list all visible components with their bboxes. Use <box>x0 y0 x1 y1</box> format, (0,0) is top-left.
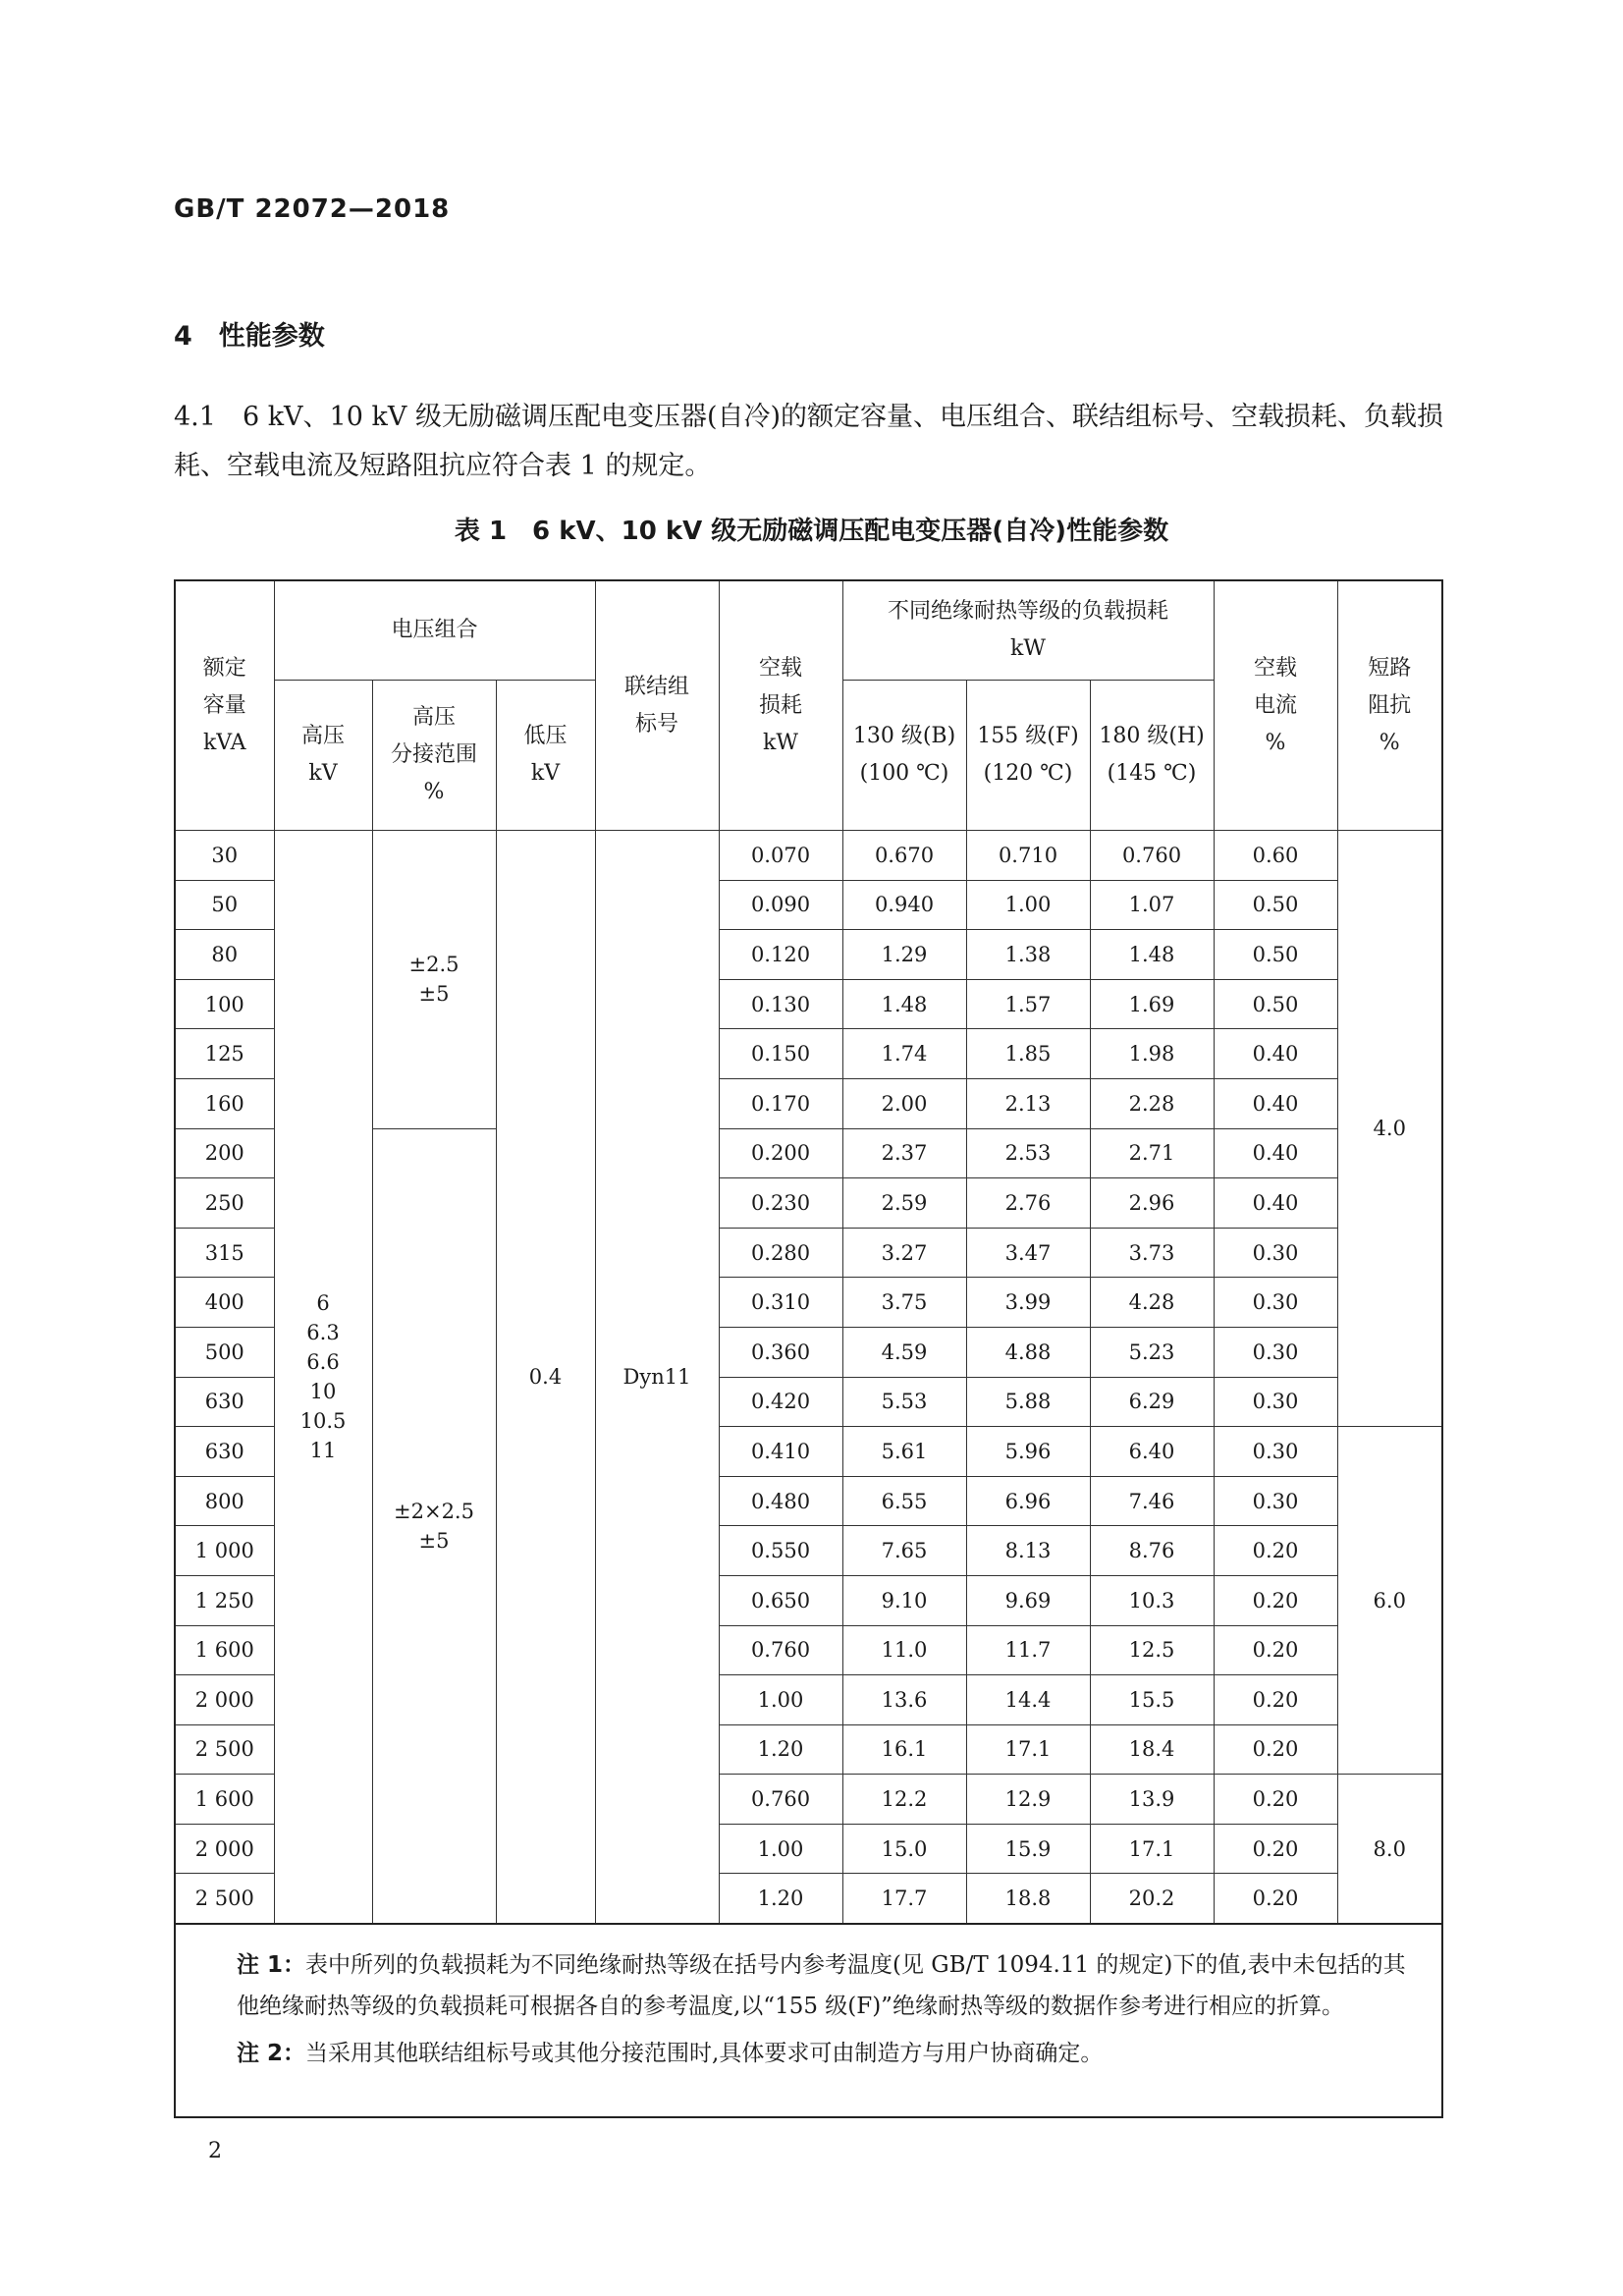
cell-load-loss-130: 0.940 <box>842 880 966 930</box>
cell-load-loss-155: 15.9 <box>966 1824 1090 1874</box>
cell-load-loss-155: 9.69 <box>966 1575 1090 1625</box>
cell-connection-value: Dyn11 <box>595 831 719 1924</box>
document-code: GB/T 22072—2018 <box>174 194 451 224</box>
cell-load-loss-155: 17.1 <box>966 1724 1090 1775</box>
cell-load-loss-155: 4.88 <box>966 1327 1090 1377</box>
cell-no-load-current: 0.20 <box>1214 1824 1337 1874</box>
header-hv-tap-range: 高压 分接范围 % <box>372 681 496 831</box>
table-row <box>176 831 1441 881</box>
cell-capacity: 100 <box>176 979 274 1029</box>
cell-no-load-current: 0.60 <box>1214 831 1337 881</box>
cell-load-loss-130: 0.670 <box>842 831 966 881</box>
cell-capacity: 1 600 <box>176 1625 274 1675</box>
cell-load-loss-180: 7.46 <box>1090 1476 1214 1526</box>
cell-no-load-current: 0.50 <box>1214 930 1337 980</box>
cell-load-loss-155: 5.96 <box>966 1427 1090 1477</box>
cell-load-loss-155: 1.38 <box>966 930 1090 980</box>
cell-capacity: 160 <box>176 1078 274 1128</box>
cell-load-loss-180: 15.5 <box>1090 1675 1214 1725</box>
cell-capacity: 1 600 <box>176 1775 274 1825</box>
cell-tap-range-1: ±2.5 ±5 <box>372 831 496 1129</box>
cell-load-loss-180: 13.9 <box>1090 1775 1214 1825</box>
cell-load-loss-180: 10.3 <box>1090 1575 1214 1625</box>
cell-no-load-current: 0.30 <box>1214 1476 1337 1526</box>
cell-capacity: 50 <box>176 880 274 930</box>
cell-no-load-loss: 0.150 <box>719 1029 842 1079</box>
cell-capacity: 800 <box>176 1476 274 1526</box>
cell-load-loss-130: 6.55 <box>842 1476 966 1526</box>
cell-no-load-current: 0.40 <box>1214 1078 1337 1128</box>
cell-load-loss-180: 6.29 <box>1090 1377 1214 1427</box>
cell-no-load-loss: 0.130 <box>719 979 842 1029</box>
cell-no-load-current: 0.20 <box>1214 1724 1337 1775</box>
cell-load-loss-130: 2.00 <box>842 1078 966 1128</box>
cell-load-loss-130: 5.61 <box>842 1427 966 1477</box>
cell-no-load-loss: 0.280 <box>719 1228 842 1278</box>
cell-load-loss-155: 2.53 <box>966 1128 1090 1178</box>
cell-load-loss-130: 3.75 <box>842 1278 966 1328</box>
cell-impedance-1: 4.0 <box>1337 831 1441 1427</box>
header-class-155: 155 级(F) (120 ℃) <box>966 681 1090 831</box>
cell-load-loss-130: 15.0 <box>842 1824 966 1874</box>
cell-no-load-current: 0.20 <box>1214 1675 1337 1725</box>
cell-no-load-current: 0.50 <box>1214 979 1337 1029</box>
cell-capacity: 30 <box>176 831 274 881</box>
cell-no-load-loss: 1.00 <box>719 1824 842 1874</box>
note-2 <box>237 2033 1422 2074</box>
cell-load-loss-130: 4.59 <box>842 1327 966 1377</box>
cell-capacity: 315 <box>176 1228 274 1278</box>
cell-no-load-current: 0.20 <box>1214 1874 1337 1924</box>
cell-load-loss-180: 17.1 <box>1090 1824 1214 1874</box>
cell-load-loss-180: 4.28 <box>1090 1278 1214 1328</box>
cell-no-load-loss: 0.120 <box>719 930 842 980</box>
cell-no-load-loss: 0.070 <box>719 831 842 881</box>
cell-lv-value: 0.4 <box>496 831 595 1924</box>
cell-no-load-loss: 0.760 <box>719 1775 842 1825</box>
cell-capacity: 1 000 <box>176 1526 274 1576</box>
cell-load-loss-180: 5.23 <box>1090 1327 1214 1377</box>
cell-no-load-loss: 0.090 <box>719 880 842 930</box>
cell-load-loss-130: 13.6 <box>842 1675 966 1725</box>
table-body <box>176 831 1441 1924</box>
clause-paragraph: 4.1 6 kV、10 kV 级无励磁调压配电变压器(自冷)的额定容量、电压组合、联结组标号、空载损耗、负载损耗、空载电流及短路阻抗应符合表 1 的规定。 <box>174 402 1444 481</box>
cell-no-load-current: 0.50 <box>1214 880 1337 930</box>
cell-capacity: 2 000 <box>176 1675 274 1725</box>
cell-load-loss-155: 6.96 <box>966 1476 1090 1526</box>
cell-no-load-loss: 0.360 <box>719 1327 842 1377</box>
cell-no-load-loss: 0.230 <box>719 1178 842 1229</box>
cell-load-loss-130: 5.53 <box>842 1377 966 1427</box>
cell-load-loss-130: 3.27 <box>842 1228 966 1278</box>
note-1-label: 注 1： <box>237 1952 306 1978</box>
note-2-label: 注 2： <box>237 2041 306 2066</box>
cell-no-load-current: 0.40 <box>1214 1029 1337 1079</box>
cell-no-load-current: 0.30 <box>1214 1427 1337 1477</box>
table-caption: 表 1 6 kV、10 kV 级无励磁调压配电变压器(自冷)性能参数 <box>454 517 1169 546</box>
cell-hv-values: 6 6.3 6.6 10 10.5 11 <box>274 831 372 1924</box>
performance-table-frame <box>174 579 1443 2118</box>
cell-load-loss-180: 18.4 <box>1090 1724 1214 1775</box>
header-connection-group: 联结组 标号 <box>595 581 719 831</box>
cell-no-load-current: 0.30 <box>1214 1327 1337 1377</box>
header-short-circuit-impedance: 短路 阻抗 % <box>1337 581 1441 831</box>
cell-no-load-current: 0.20 <box>1214 1526 1337 1576</box>
cell-no-load-current: 0.30 <box>1214 1278 1337 1328</box>
cell-load-loss-130: 12.2 <box>842 1775 966 1825</box>
cell-no-load-loss: 0.410 <box>719 1427 842 1477</box>
note-1-text: 表中所列的负载损耗为不同绝缘耐热等级在括号内参考温度(见 GB/T 1094.11 的规定)下的值,表中未包括的其他绝缘耐热等级的负载损耗可根据各自的参考温度,以“155 级(F)”绝缘耐热等级的数据作参考进行相应的折算。 <box>237 1952 1406 2019</box>
cell-load-loss-180: 1.07 <box>1090 880 1214 930</box>
cell-load-loss-180: 2.71 <box>1090 1128 1214 1178</box>
cell-capacity: 80 <box>176 930 274 980</box>
cell-load-loss-155: 1.85 <box>966 1029 1090 1079</box>
cell-no-load-loss: 0.170 <box>719 1078 842 1128</box>
cell-capacity: 400 <box>176 1278 274 1328</box>
cell-load-loss-155: 3.99 <box>966 1278 1090 1328</box>
cell-capacity: 630 <box>176 1427 274 1477</box>
header-hv: 高压 kV <box>274 681 372 831</box>
performance-table <box>176 581 1441 1924</box>
cell-no-load-loss: 1.00 <box>719 1675 842 1725</box>
header-voltage-combination: 电压组合 <box>274 581 595 681</box>
cell-capacity: 500 <box>176 1327 274 1377</box>
cell-load-loss-180: 3.73 <box>1090 1228 1214 1278</box>
table-notes <box>176 1923 1441 2080</box>
cell-no-load-loss: 0.650 <box>719 1575 842 1625</box>
cell-load-loss-130: 2.59 <box>842 1178 966 1229</box>
cell-load-loss-180: 0.760 <box>1090 831 1214 881</box>
cell-load-loss-130: 1.48 <box>842 979 966 1029</box>
cell-load-loss-155: 18.8 <box>966 1874 1090 1924</box>
page-number: 2 <box>208 2139 222 2163</box>
cell-load-loss-180: 1.69 <box>1090 979 1214 1029</box>
cell-load-loss-130: 11.0 <box>842 1625 966 1675</box>
header-class-180: 180 级(H) (145 ℃) <box>1090 681 1214 831</box>
cell-load-loss-155: 1.00 <box>966 880 1090 930</box>
cell-no-load-current: 0.40 <box>1214 1178 1337 1229</box>
cell-capacity: 2 500 <box>176 1874 274 1924</box>
header-load-loss: 不同绝缘耐热等级的负载损耗 kW <box>842 581 1214 681</box>
cell-load-loss-155: 8.13 <box>966 1526 1090 1576</box>
cell-load-loss-180: 2.28 <box>1090 1078 1214 1128</box>
cell-load-loss-155: 3.47 <box>966 1228 1090 1278</box>
cell-tap-range-2: ±2×2.5 ±5 <box>372 1128 496 1924</box>
note-1 <box>237 1944 1422 2027</box>
cell-load-loss-180: 1.98 <box>1090 1029 1214 1079</box>
header-no-load-loss: 空载 损耗 kW <box>719 581 842 831</box>
cell-no-load-current: 0.30 <box>1214 1377 1337 1427</box>
note-2-text: 当采用其他联结组标号或其他分接范围时,具体要求可由制造方与用户协商确定。 <box>305 2041 1104 2066</box>
cell-no-load-loss: 0.550 <box>719 1526 842 1576</box>
cell-load-loss-155: 2.13 <box>966 1078 1090 1128</box>
header-no-load-current: 空载 电流 % <box>1214 581 1337 831</box>
cell-load-loss-180: 8.76 <box>1090 1526 1214 1576</box>
cell-capacity: 2 000 <box>176 1824 274 1874</box>
header-class-130: 130 级(B) (100 ℃) <box>842 681 966 831</box>
cell-load-loss-180: 6.40 <box>1090 1427 1214 1477</box>
cell-load-loss-155: 11.7 <box>966 1625 1090 1675</box>
cell-capacity: 1 250 <box>176 1575 274 1625</box>
cell-load-loss-130: 1.74 <box>842 1029 966 1079</box>
cell-no-load-loss: 0.760 <box>719 1625 842 1675</box>
cell-load-loss-155: 0.710 <box>966 831 1090 881</box>
cell-capacity: 200 <box>176 1128 274 1178</box>
cell-no-load-loss: 0.200 <box>719 1128 842 1178</box>
section-title: 4 性能参数 <box>174 321 325 352</box>
cell-no-load-loss: 0.420 <box>719 1377 842 1427</box>
cell-load-loss-180: 1.48 <box>1090 930 1214 980</box>
cell-load-loss-130: 16.1 <box>842 1724 966 1775</box>
cell-load-loss-130: 17.7 <box>842 1874 966 1924</box>
cell-no-load-current: 0.20 <box>1214 1575 1337 1625</box>
cell-capacity: 125 <box>176 1029 274 1079</box>
cell-load-loss-155: 12.9 <box>966 1775 1090 1825</box>
cell-load-loss-155: 14.4 <box>966 1675 1090 1725</box>
cell-load-loss-155: 1.57 <box>966 979 1090 1029</box>
cell-no-load-current: 0.40 <box>1214 1128 1337 1178</box>
cell-load-loss-130: 1.29 <box>842 930 966 980</box>
cell-impedance-2: 6.0 <box>1337 1427 1441 1775</box>
cell-no-load-loss: 1.20 <box>719 1874 842 1924</box>
cell-load-loss-180: 2.96 <box>1090 1178 1214 1229</box>
cell-no-load-loss: 0.480 <box>719 1476 842 1526</box>
cell-no-load-loss: 0.310 <box>719 1278 842 1328</box>
cell-load-loss-155: 2.76 <box>966 1178 1090 1229</box>
header-rated-capacity: 额定 容量 kVA <box>176 581 274 831</box>
cell-load-loss-180: 20.2 <box>1090 1874 1214 1924</box>
cell-impedance-3: 8.0 <box>1337 1775 1441 1924</box>
cell-load-loss-130: 9.10 <box>842 1575 966 1625</box>
cell-no-load-current: 0.30 <box>1214 1228 1337 1278</box>
cell-load-loss-155: 5.88 <box>966 1377 1090 1427</box>
cell-load-loss-130: 7.65 <box>842 1526 966 1576</box>
cell-capacity: 250 <box>176 1178 274 1229</box>
cell-no-load-current: 0.20 <box>1214 1625 1337 1675</box>
cell-capacity: 2 500 <box>176 1724 274 1775</box>
cell-capacity: 630 <box>176 1377 274 1427</box>
header-lv: 低压 kV <box>496 681 595 831</box>
cell-load-loss-130: 2.37 <box>842 1128 966 1178</box>
cell-load-loss-180: 12.5 <box>1090 1625 1214 1675</box>
cell-no-load-current: 0.20 <box>1214 1775 1337 1825</box>
cell-no-load-loss: 1.20 <box>719 1724 842 1775</box>
